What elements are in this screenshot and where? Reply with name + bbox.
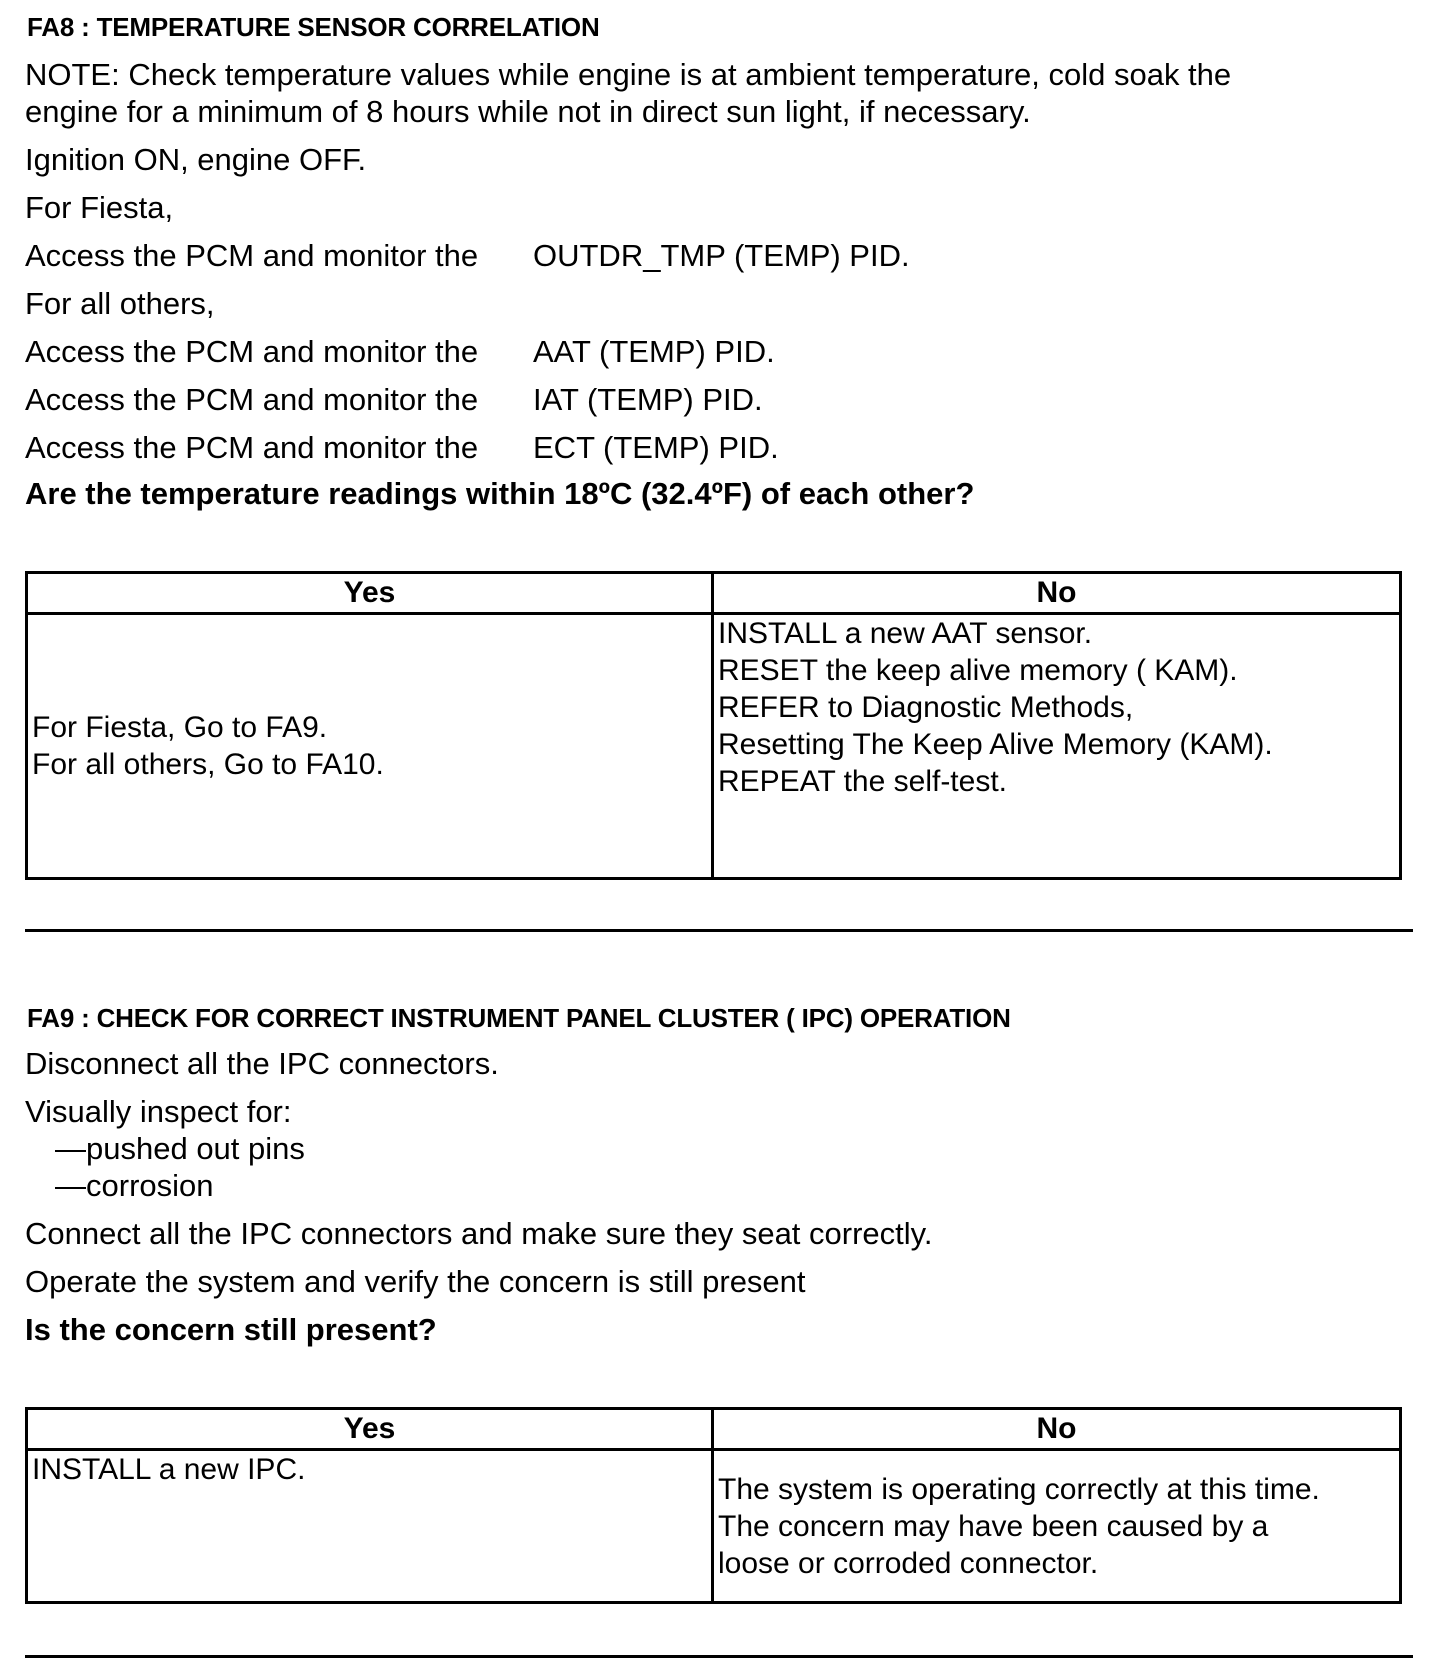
fa8-for-all-others: For all others, bbox=[25, 286, 215, 321]
fa8-yes-header: Yes bbox=[27, 573, 713, 614]
fa8-step-outdr bbox=[25, 237, 910, 274]
fa9-disconnect-step: Disconnect all the IPC connectors. bbox=[25, 1046, 499, 1081]
fa8-no-line: REPEAT the self-test. bbox=[718, 765, 1007, 798]
fa8-no-line: Resetting The Keep Alive Memory (KAM). bbox=[718, 728, 1273, 761]
fa8-ignition-step: Ignition ON, engine OFF. bbox=[25, 142, 367, 177]
fa8-no-line: REFER to Diagnostic Methods, bbox=[718, 691, 1134, 724]
fa9-yes-no-table bbox=[25, 1407, 1402, 1604]
fa8-yes-line: For all others, Go to FA10. bbox=[32, 748, 384, 781]
fa8-heading: FA8 : TEMPERATURE SENSOR CORRELATION bbox=[27, 12, 600, 42]
fa9-no-header: No bbox=[713, 1409, 1401, 1450]
fa9-yes-line: INSTALL a new IPC. bbox=[32, 1453, 306, 1486]
fa9-heading: FA9 : CHECK FOR CORRECT INSTRUMENT PANEL CLUSTER ( IPC) OPERATION bbox=[27, 1003, 1011, 1033]
fa8-yes-no-table bbox=[25, 571, 1402, 880]
pid-outdr: OUTDR_TMP (TEMP) PID. bbox=[533, 238, 910, 273]
fa9-question: Is the concern still present? bbox=[25, 1312, 437, 1347]
section-divider bbox=[25, 929, 1413, 932]
fa9-operate-step: Operate the system and verify the concern is still present bbox=[25, 1264, 806, 1299]
fa9-connect-step: Connect all the IPC connectors and make sure they seat correctly. bbox=[25, 1216, 933, 1251]
section-divider bbox=[25, 1655, 1413, 1658]
fa9-no-line: The concern may have been caused by a bbox=[718, 1509, 1269, 1543]
fa8-note-line-1: NOTE: Check temperature values while engine is at ambient temperature, cold soak the bbox=[25, 57, 1232, 92]
access-lead: Access the PCM and monitor the bbox=[25, 382, 479, 417]
access-lead: Access the PCM and monitor the bbox=[25, 430, 479, 465]
fa9-bullet-pushed-out-pins: —pushed out pins bbox=[55, 1131, 305, 1166]
fa9-yes-header: Yes bbox=[27, 1409, 713, 1450]
pid-ect: ECT (TEMP) PID. bbox=[533, 430, 779, 465]
fa8-question: Are the temperature readings within 18ºC (32.4ºF) of each other? bbox=[25, 476, 975, 511]
access-lead: Access the PCM and monitor the bbox=[25, 334, 479, 369]
fa9-yes-cell bbox=[27, 1450, 713, 1603]
fa8-no-line: RESET the keep alive memory ( KAM). bbox=[718, 654, 1238, 687]
access-lead: Access the PCM and monitor the bbox=[25, 238, 479, 273]
fa8-step-ect bbox=[25, 429, 779, 466]
fa8-no-cell bbox=[713, 614, 1401, 879]
fa8-no-line: INSTALL a new AAT sensor. bbox=[718, 617, 1093, 650]
fa9-no-line: loose or corroded connector. bbox=[718, 1546, 1099, 1580]
fa8-for-fiesta: For Fiesta, bbox=[25, 190, 174, 225]
pid-aat: AAT (TEMP) PID. bbox=[533, 334, 775, 369]
fa8-no-header: No bbox=[713, 573, 1401, 614]
fa9-bullet-corrosion: —corrosion bbox=[55, 1168, 214, 1203]
fa8-step-iat bbox=[25, 381, 763, 418]
fa8-step-aat bbox=[25, 333, 775, 370]
fa9-inspect-step: Visually inspect for: bbox=[25, 1094, 292, 1129]
fa9-no-cell bbox=[713, 1450, 1401, 1603]
fa8-yes-line: For Fiesta, Go to FA9. bbox=[32, 711, 328, 744]
fa8-note-line-2: engine for a minimum of 8 hours while not in direct sun light, if necessary. bbox=[25, 94, 1031, 129]
pid-iat: IAT (TEMP) PID. bbox=[533, 382, 763, 417]
fa9-no-line: The system is operating correctly at this time. bbox=[718, 1472, 1320, 1506]
fa8-yes-cell bbox=[27, 614, 713, 879]
